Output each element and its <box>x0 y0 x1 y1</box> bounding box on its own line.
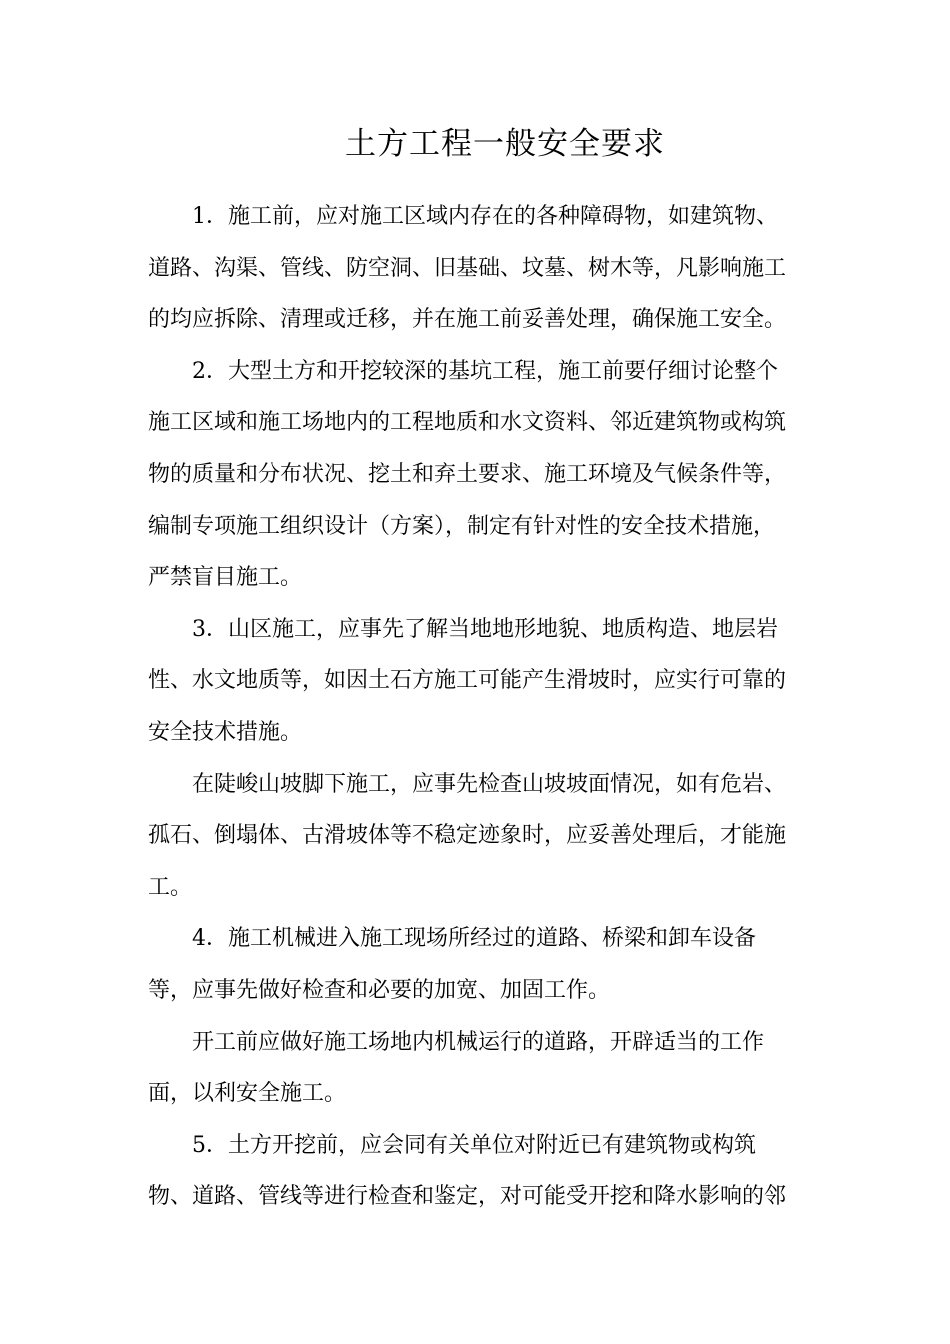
text-line: 的均应拆除、清理或迁移，并在施工前妥善处理，确保施工安全。 <box>148 307 787 333</box>
text-line: 工。 <box>148 874 193 900</box>
text-line: 1．施工前，应对施工区域内存在的各种障碍物，如建筑物、 <box>192 204 778 229</box>
text-line: 施工区域和施工场地内的工程地质和水文资料、邻近建筑物或构筑 <box>148 410 787 436</box>
text-line: 开工前应做好施工场地内机械运行的道路，开辟适当的工作 <box>192 1029 765 1055</box>
text-line: 性、水文地质等，如因土石方施工可能产生滑坡时，应实行可靠的 <box>148 668 787 694</box>
text-line: 3．山区施工，应事先了解当地地形地貌、地质构造、地层岩 <box>192 616 778 642</box>
text-line: 4．施工机械进入施工现场所经过的道路、桥梁和卸车设备 <box>192 926 756 952</box>
text-line: 面，以利安全施工。 <box>148 1081 347 1107</box>
document-body <box>148 191 798 1223</box>
text-line: 5．土方开挖前，应会同有关单位对附近已有建筑物或构筑 <box>192 1132 756 1158</box>
text-line: 道路、沟渠、管线、防空洞、旧基础、坟墓、树木等，凡影响施工 <box>148 255 787 281</box>
text-line: 编制专项施工组织设计（方案），制定有针对性的安全技术措施， <box>148 513 776 539</box>
text-line: 2．大型土方和开挖较深的基坑工程，施工前要仔细讨论整个 <box>192 358 778 384</box>
text-line: 物的质量和分布状况、挖土和弃土要求、施工环境及气候条件等， <box>148 461 787 487</box>
text-line: 严禁盲目施工。 <box>148 565 303 591</box>
text-line: 在陡峻山坡脚下施工，应事先检查山坡坡面情况，如有危岩、 <box>192 771 787 797</box>
text-line: 等，应事先做好检查和必要的加宽、加固工作。 <box>148 977 611 1003</box>
text-line: 物、道路、管线等进行检查和鉴定，对可能受开挖和降水影响的邻 <box>148 1184 787 1210</box>
text-line: 孤石、倒塌体、古滑坡体等不稳定迹象时，应妥善处理后，才能施 <box>148 823 787 849</box>
document-title: 土方工程一般安全要求 <box>345 126 665 162</box>
text-line: 安全技术措施。 <box>148 719 303 745</box>
